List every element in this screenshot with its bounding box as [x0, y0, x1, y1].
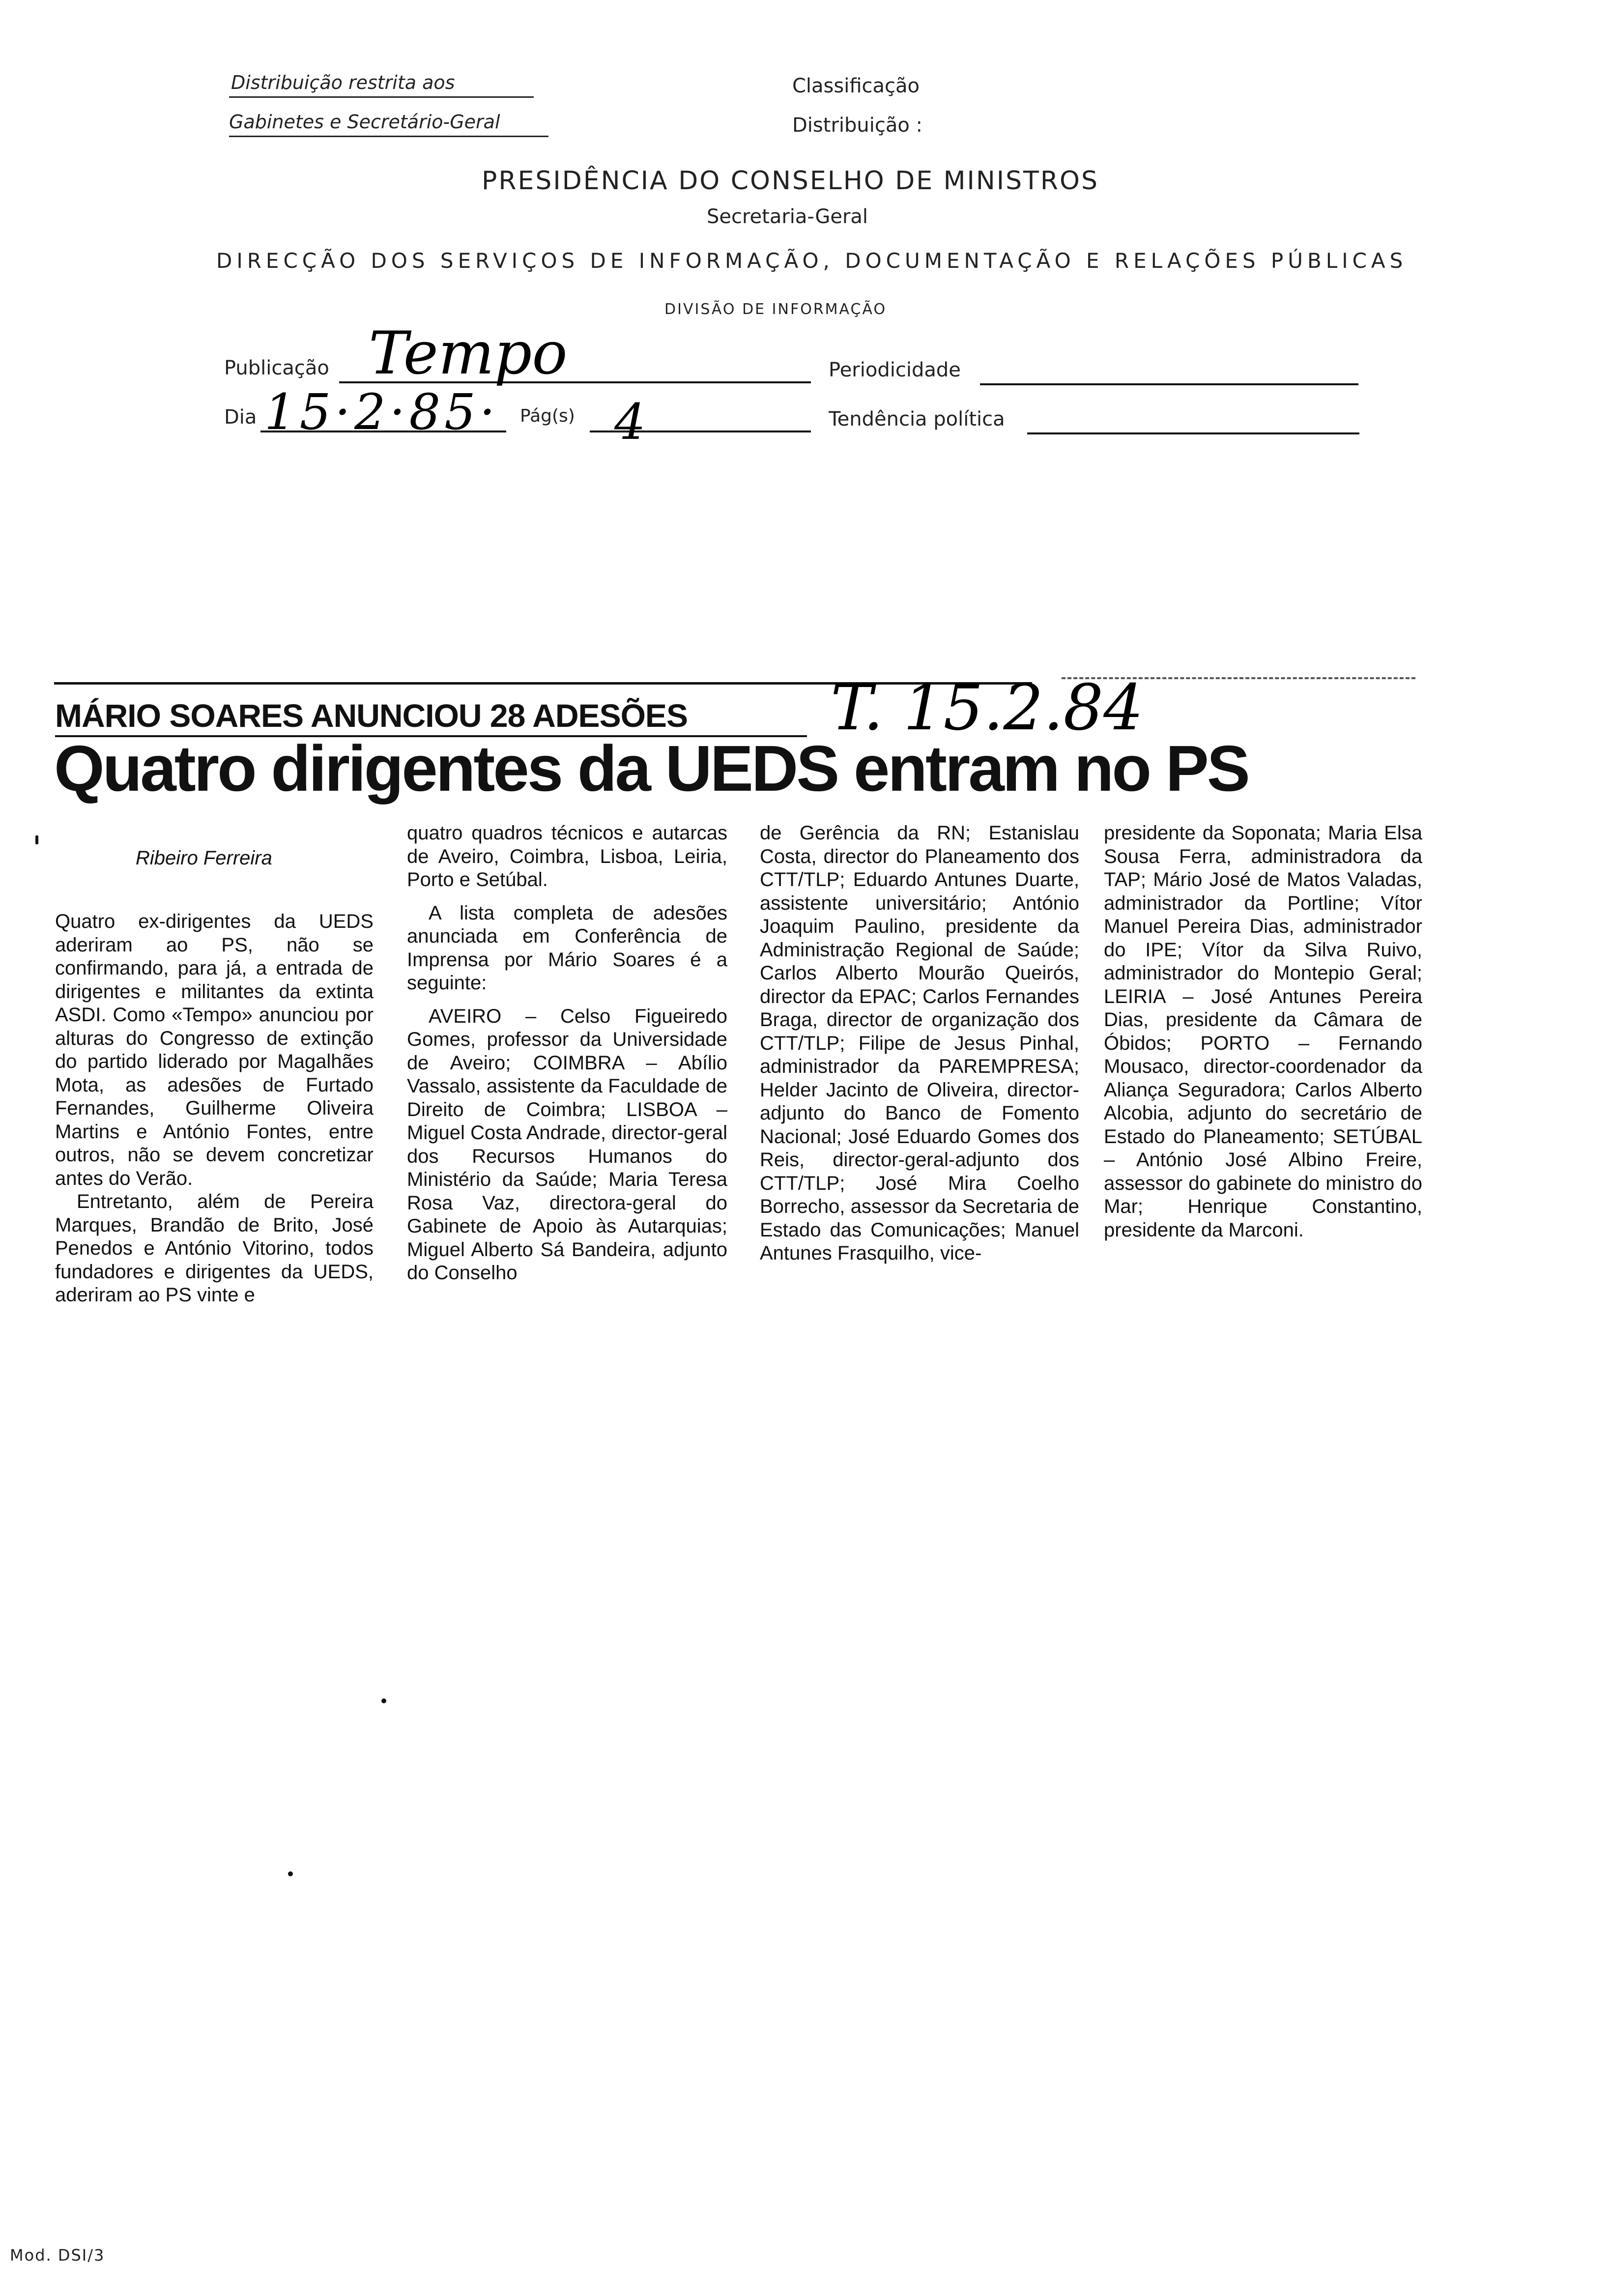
publicacao-value[interactable]: Tempo — [369, 319, 568, 388]
secretaria-geral: Secretaria-Geral — [707, 205, 868, 228]
stray-mark — [35, 835, 38, 844]
classificacao-label: Classificação — [792, 75, 920, 97]
col1-paragraph-1: Quatro ex-dirigentes da UEDS aderiram ao PS, não se confirmando, para já, a entrada de dirigentes e militantes da extinta ASDI. Como «Tempo» anunciou por alturas do Congresso de extinção do partido liderado por Magalhães Mota, as adesões de Furtado Fernandes, Guilherme Oliveira Martins e António Fontes, entre outros, não se devem concretizar antes do Verão. — [55, 911, 374, 1189]
col2-paragraph-2: A lista completa de adesões anunciada em Conferência de Imprensa por Mário Soares é a seguinte: — [407, 902, 727, 994]
byline: Ribeiro Ferreira — [136, 847, 272, 869]
article-kicker: MÁRIO SOARES ANUNCIOU 28 ADESÕES — [55, 697, 688, 734]
form-code: Mod. DSI/3 — [10, 2246, 105, 2265]
article-column-3 — [760, 822, 1079, 1265]
distribuicao-label: Distribuição : — [792, 114, 923, 137]
divisao-informacao: DIVISÃO DE INFORMAÇÃO — [664, 301, 887, 318]
col2-paragraph-3: AVEIRO – Celso Figueiredo Gomes, professor da Universidade de Aveiro; COIMBRA – Abílio Vassalo, assistente da Faculdade de Direito de Coimbra; LISBOA – Miguel Costa Andrade, director-geral dos Recursos Humanos do Ministério da Saúde; Maria Teresa Rosa Vaz, directora-geral do Gabinete de Apoio às Autarquias; Miguel Alberto Sá Bandeira, adjunto do Conselho — [407, 1005, 727, 1284]
article-column-1 — [55, 910, 374, 1307]
col2-paragraph-1: quatro quadros técnicos e autarcas de Aveiro, Coimbra, Lisboa, Leiria, Porto e Setúbal. — [407, 822, 727, 890]
article-column-2 — [407, 822, 727, 1285]
article-column-4 — [1104, 822, 1422, 1242]
handwritten-note: T. 15.2.84 — [831, 671, 1144, 745]
tendencia-label: Tendência política — [829, 408, 1005, 430]
restricted-distribution-line1: Distribuição restrita aos — [231, 72, 455, 93]
restricted-distribution-line2: Gabinetes e Secretário-Geral — [229, 111, 500, 133]
dia-value[interactable]: 15·2·85· — [264, 383, 499, 441]
stray-dot — [288, 1871, 293, 1876]
paginas-value[interactable]: 4 — [614, 393, 646, 451]
periodicidade-line[interactable] — [980, 383, 1358, 385]
col4-paragraph-1: presidente da Soponata; Maria Elsa Sousa Ferra, administradora da TAP; Mário José de Matos Valadas, administrador da Portline; Vítor Manuel Pereira Dias, administrador do IPE; Vítor da Silva Ruivo, administrador do Montepio Geral; LEIRIA – José Antunes Pereira Dias, presidente da Câmara de Óbidos; PORTO – Fernando Mousaco, director-coordenador da Aliança Seguradora; Carlos Alberto Alcobia, adjunto do secretário de Estado do Planeamento; SETÚBAL – António José Albino Freire, assessor do gabinete do ministro do Mar; Henrique Constantino, presidente da Marconi. — [1104, 822, 1422, 1241]
periodicidade-label: Periodicidade — [829, 359, 961, 381]
col3-paragraph-1: de Gerência da RN; Estanislau Costa, director do Planeamento dos CTT/TLP; Eduardo Antunes Duarte, assistente universitário; António Joaquim Paulino, presidente da Administração Regional de Saúde; Carlos Alberto Mourão Queirós, director da EPAC; Carlos Fernandes Braga, director de organização dos CTT/TLP; Filipe de Jesus Pinhal, administrador da PAREMPRESA; Helder Jacinto de Oliveira, director-adjunto do Banco de Fomento Nacional; José Eduardo Gomes dos Reis, director-geral-adjunto dos CTT/TLP; José Mira Coelho Borrecho, assessor da Secretaria de Estado das Comunicações; Manuel Antunes Frasquilho, vice- — [760, 822, 1079, 1264]
org-title: PRESIDÊNCIA DO CONSELHO DE MINISTROS — [482, 166, 1099, 196]
publicacao-label: Publicação — [224, 357, 329, 379]
paginas-label: Pág(s) — [520, 406, 575, 426]
underline — [229, 136, 548, 137]
article-headline: Quatro dirigentes da UEDS entram no PS — [54, 732, 1248, 804]
stray-dot — [381, 1698, 386, 1703]
col1-paragraph-2: Entretanto, além de Pereira Marques, Brandão de Brito, José Penedos e António Vitorino, todos fundadores e dirigentes da UEDS, aderiram ao PS vinte e — [55, 1191, 374, 1306]
tendencia-line[interactable] — [1027, 432, 1359, 434]
underline — [229, 96, 534, 98]
direccao-servicos: DIRECÇÃO DOS SERVIÇOS DE INFORMAÇÃO, DOCUMENTAÇÃO E RELAÇÕES PÚBLICAS — [216, 249, 1408, 273]
dia-label: Dia — [224, 406, 257, 429]
